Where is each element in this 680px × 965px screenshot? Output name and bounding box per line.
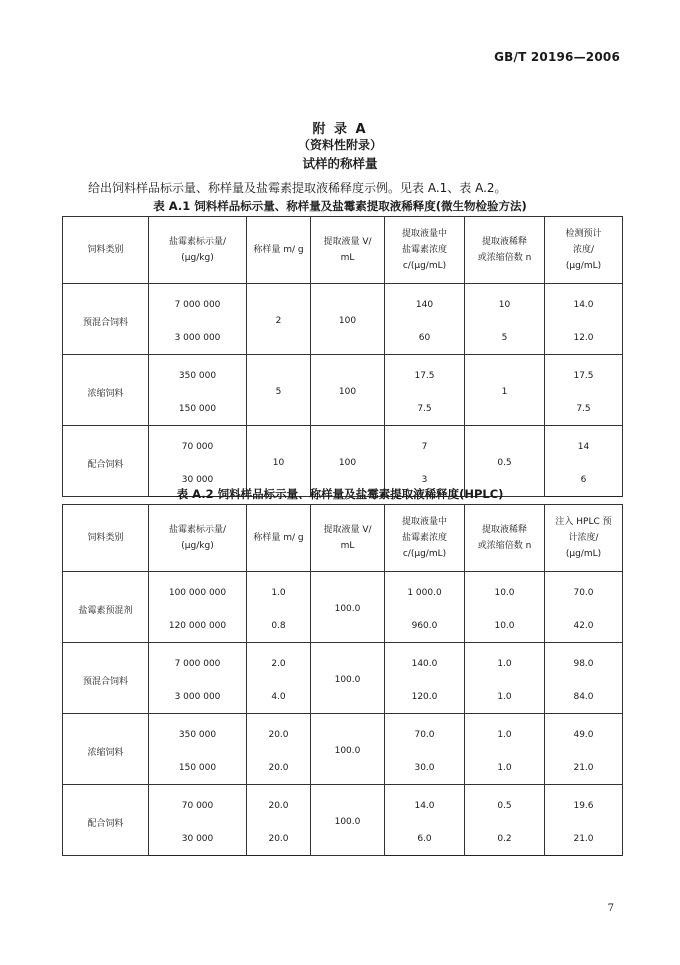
- sample-mass-cell: 2: [247, 284, 311, 355]
- extract-volume-cell: 100: [311, 426, 385, 497]
- extract-volume-cell: 100.0: [311, 785, 385, 856]
- header-expected-concentration: 检测预计 浓度/ (μg/mL): [545, 217, 623, 284]
- dilution-factor-cell: 10.0: [465, 609, 545, 643]
- header-concentration: 提取液量中 盐霉素浓度 c/(μg/mL): [385, 505, 465, 572]
- dilution-factor-cell: 10: [465, 284, 545, 322]
- dilution-factor-cell: 1.0: [465, 714, 545, 752]
- label-amount-cell: 7 000 000: [149, 643, 247, 681]
- concentration-cell: 17.5: [385, 355, 465, 393]
- extract-volume-cell: 100.0: [311, 714, 385, 785]
- table-a2: [62, 504, 623, 856]
- label-amount-cell: 120 000 000: [149, 609, 247, 643]
- header-label-amount: 盐霉素标示量/ (μg/kg): [149, 505, 247, 572]
- concentration-cell: 140: [385, 284, 465, 322]
- label-amount-cell: 3 000 000: [149, 321, 247, 355]
- category-cell: 配合饲料: [63, 426, 149, 497]
- sample-mass-cell: 20.0: [247, 751, 311, 785]
- standard-code: GB/T 20196—2006: [494, 50, 620, 64]
- expected-concentration-cell: 21.0: [545, 822, 623, 856]
- category-cell: 配合饲料: [63, 785, 149, 856]
- table-row: [63, 643, 623, 681]
- extract-volume-cell: 100: [311, 355, 385, 426]
- concentration-cell: 1 000.0: [385, 572, 465, 610]
- label-amount-cell: 350 000: [149, 355, 247, 393]
- sample-mass-cell: 10: [247, 426, 311, 497]
- concentration-cell: 60: [385, 321, 465, 355]
- concentration-cell: 140.0: [385, 643, 465, 681]
- page-number: 7: [607, 903, 614, 914]
- sample-mass-cell: 2.0: [247, 643, 311, 681]
- category-cell: 预混合饲料: [63, 643, 149, 714]
- label-amount-cell: 70 000: [149, 426, 247, 464]
- dilution-factor-cell: 1.0: [465, 643, 545, 681]
- dilution-factor-cell: 5: [465, 321, 545, 355]
- dilution-factor-cell: 0.2: [465, 822, 545, 856]
- header-dilution-factor: 提取液稀释 或浓缩倍数 n: [465, 505, 545, 572]
- category-cell: 浓缩饲料: [63, 714, 149, 785]
- table-a1: [62, 216, 623, 497]
- header-hplc-expected-concentration: 注入 HPLC 预 计浓度/ (μg/mL): [545, 505, 623, 572]
- table-row: [63, 572, 623, 610]
- expected-concentration-cell: 84.0: [545, 680, 623, 714]
- concentration-cell: 120.0: [385, 680, 465, 714]
- category-cell: 浓缩饲料: [63, 355, 149, 426]
- sample-mass-cell: 20.0: [247, 714, 311, 752]
- table-row: [63, 355, 623, 393]
- appendix-subtitle: （资料性附录）: [297, 138, 382, 152]
- table-a2-caption: 表 A.2 饲料样品标示量、称样量及盐霉素提取液稀释度(HPLC): [176, 487, 504, 501]
- expected-concentration-cell: 98.0: [545, 643, 623, 681]
- expected-concentration-cell: 19.6: [545, 785, 623, 823]
- extract-volume-cell: 100: [311, 284, 385, 355]
- dilution-factor-cell: 1.0: [465, 751, 545, 785]
- intro-paragraph: 给出饲料样品标示量、称样量及盐霉素提取液稀释度示例。见表 A.1、表 A.2。: [88, 181, 507, 195]
- dilution-factor-cell: 1.0: [465, 680, 545, 714]
- label-amount-cell: 150 000: [149, 392, 247, 426]
- concentration-cell: 6.0: [385, 822, 465, 856]
- expected-concentration-cell: 14: [545, 426, 623, 464]
- expected-concentration-cell: 12.0: [545, 321, 623, 355]
- header-dilution-factor: 提取液稀释 或浓缩倍数 n: [465, 217, 545, 284]
- dilution-factor-cell: 0.5: [465, 785, 545, 823]
- label-amount-cell: 150 000: [149, 751, 247, 785]
- sample-mass-cell: 20.0: [247, 822, 311, 856]
- expected-concentration-cell: 6: [545, 463, 623, 497]
- table-a1-header-row: [63, 217, 623, 284]
- expected-concentration-cell: 17.5: [545, 355, 623, 393]
- label-amount-cell: 7 000 000: [149, 284, 247, 322]
- header-label-amount: 盐霉素标示量/ (μg/kg): [149, 217, 247, 284]
- label-amount-cell: 30 000: [149, 822, 247, 856]
- sample-mass-cell: 0.8: [247, 609, 311, 643]
- category-cell: 盐霉素预混剂: [63, 572, 149, 643]
- concentration-cell: 14.0: [385, 785, 465, 823]
- label-amount-cell: 350 000: [149, 714, 247, 752]
- header-sample-mass: 称样量 m/ g: [247, 217, 311, 284]
- header-category: 饲料类别: [63, 217, 149, 284]
- concentration-cell: 30.0: [385, 751, 465, 785]
- expected-concentration-cell: 14.0: [545, 284, 623, 322]
- concentration-cell: 70.0: [385, 714, 465, 752]
- label-amount-cell: 70 000: [149, 785, 247, 823]
- label-amount-cell: 30 000: [149, 463, 247, 497]
- label-amount-cell: 100 000 000: [149, 572, 247, 610]
- header-extract-volume: 提取液量 V/ mL: [311, 505, 385, 572]
- table-row: [63, 785, 623, 823]
- expected-concentration-cell: 7.5: [545, 392, 623, 426]
- dilution-factor-cell: 1: [465, 355, 545, 426]
- table-a1-caption: 表 A.1 饲料样品标示量、称样量及盐霉素提取液稀释度(微生物检验方法): [153, 199, 527, 213]
- header-sample-mass: 称样量 m/ g: [247, 505, 311, 572]
- sample-mass-cell: 4.0: [247, 680, 311, 714]
- expected-concentration-cell: 49.0: [545, 714, 623, 752]
- concentration-cell: 7: [385, 426, 465, 464]
- header-category: 饲料类别: [63, 505, 149, 572]
- concentration-cell: 3: [385, 463, 465, 497]
- concentration-cell: 960.0: [385, 609, 465, 643]
- category-cell: 预混合饲料: [63, 284, 149, 355]
- concentration-cell: 7.5: [385, 392, 465, 426]
- header-extract-volume: 提取液量 V/ mL: [311, 217, 385, 284]
- table-a2-header-row: [63, 505, 623, 572]
- sample-mass-cell: 1.0: [247, 572, 311, 610]
- extract-volume-cell: 100.0: [311, 643, 385, 714]
- dilution-factor-cell: 10.0: [465, 572, 545, 610]
- table-row: [63, 284, 623, 322]
- appendix-heading: 试样的称样量: [302, 156, 378, 171]
- header-concentration: 提取液量中 盐霉素浓度 c/(μg/mL): [385, 217, 465, 284]
- expected-concentration-cell: 21.0: [545, 751, 623, 785]
- label-amount-cell: 3 000 000: [149, 680, 247, 714]
- sample-mass-cell: 20.0: [247, 785, 311, 823]
- sample-mass-cell: 5: [247, 355, 311, 426]
- expected-concentration-cell: 42.0: [545, 609, 623, 643]
- table-row: [63, 426, 623, 464]
- table-row: [63, 714, 623, 752]
- dilution-factor-cell: 0.5: [465, 426, 545, 497]
- expected-concentration-cell: 70.0: [545, 572, 623, 610]
- extract-volume-cell: 100.0: [311, 572, 385, 643]
- appendix-title: 附 录 A: [312, 122, 368, 137]
